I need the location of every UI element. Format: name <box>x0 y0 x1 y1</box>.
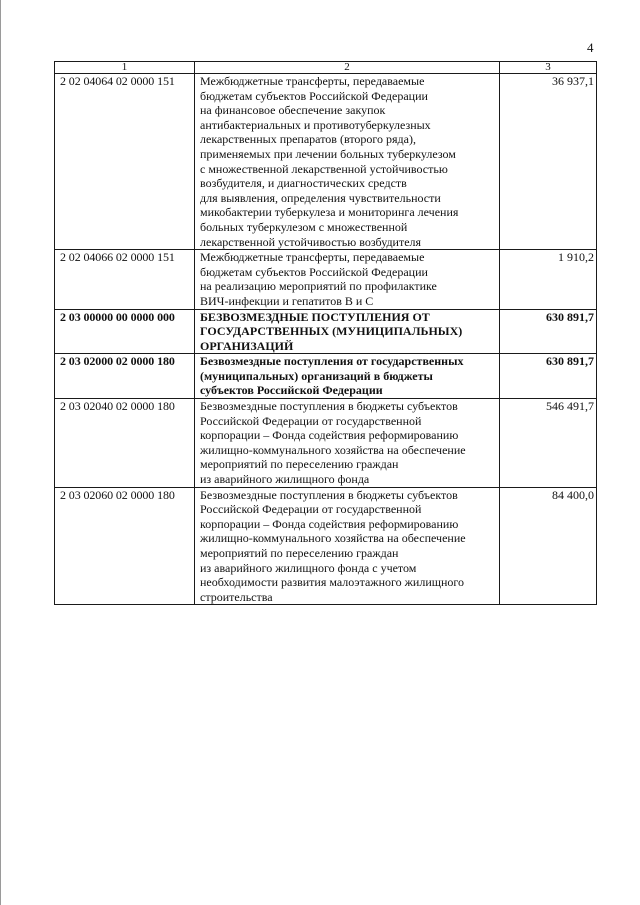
budget-table <box>54 61 597 605</box>
amount: 84 400,0 <box>500 487 597 605</box>
budget-code: 2 02 04066 02 0000 151 <box>55 250 195 309</box>
budget-code: 2 02 04064 02 0000 151 <box>55 74 195 250</box>
table-row <box>55 399 597 488</box>
amount: 546 491,7 <box>500 399 597 488</box>
table-row <box>55 74 597 250</box>
income-description: Межбюджетные трансферты, передаваемые бюджетам субъектов Российской Федерации на финансовое обеспечение закупок антибактериальных и противотуберкулезных лекарственных препаратов (второго ряда), применяемых при лечении больных туберкулезом с множественной лекарственной устойчивостью возбудителя, и диагностических средств для выявления, определения чувствительности микобактерии туберкулеза и мониторинга лечения больных туберкулезом с множественной лекарственной устойчивостью возбудителя <box>195 74 500 250</box>
column-number-row <box>55 62 597 74</box>
budget-code: 2 03 02060 02 0000 180 <box>55 487 195 605</box>
income-description: Безвозмездные поступления в бюджеты субъектов Российской Федерации от государственной корпорации – Фонда содействия реформированию жилищно-коммунального хозяйства на обеспечение мероприятий по переселению граждан из аварийного жилищного фонда с учетом необходимости развития малоэтажного жилищного строительства <box>195 487 500 605</box>
income-description: Безвозмездные поступления от государственных (муниципальных) организаций в бюджеты субъектов Российской Федерации <box>195 354 500 399</box>
budget-code: 2 03 00000 00 0000 000 <box>55 309 195 354</box>
table-row <box>55 250 597 309</box>
page-number: 4 <box>587 40 594 55</box>
amount: 36 937,1 <box>500 74 597 250</box>
income-description: Безвозмездные поступления в бюджеты субъектов Российской Федерации от государственной корпорации – Фонда содействия реформированию жилищно-коммунального хозяйства на обеспечение мероприятий по переселению граждан из аварийного жилищного фонда <box>195 399 500 488</box>
column-header-2: 2 <box>195 62 500 74</box>
column-header-3: 3 <box>500 62 597 74</box>
column-header-1: 1 <box>55 62 195 74</box>
table-row <box>55 487 597 605</box>
budget-code: 2 03 02040 02 0000 180 <box>55 399 195 488</box>
income-description: Межбюджетные трансферты, передаваемые бюджетам субъектов Российской Федерации на реализацию мероприятий по профилактике ВИЧ-инфекции и гепатитов В и С <box>195 250 500 309</box>
scan-edge-line <box>0 0 1 905</box>
budget-code: 2 03 02000 02 0000 180 <box>55 354 195 399</box>
amount: 1 910,2 <box>500 250 597 309</box>
table-row-group-total <box>55 309 597 354</box>
table-row-subgroup-total <box>55 354 597 399</box>
amount: 630 891,7 <box>500 354 597 399</box>
amount: 630 891,7 <box>500 309 597 354</box>
income-description: БЕЗВОЗМЕЗДНЫЕ ПОСТУПЛЕНИЯ ОТ ГОСУДАРСТВЕННЫХ (МУНИЦИПАЛЬНЫХ) ОРГАНИЗАЦИЙ <box>195 309 500 354</box>
